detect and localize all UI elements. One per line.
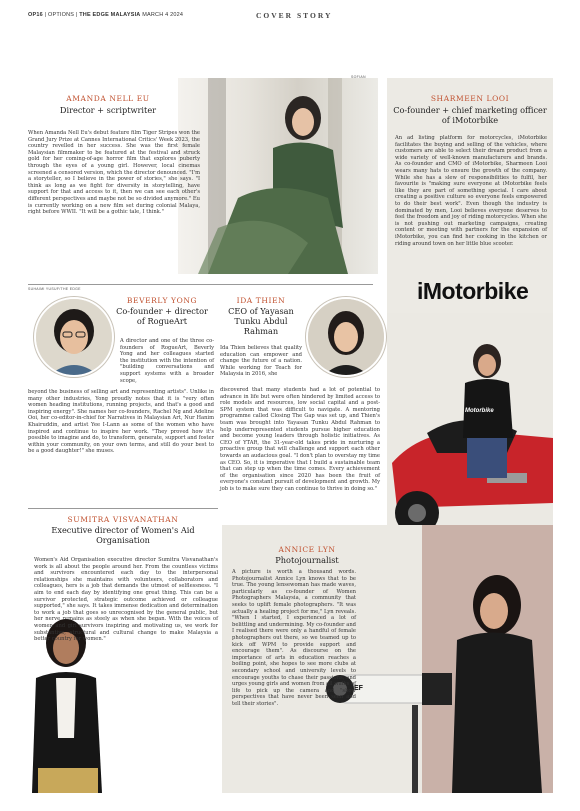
sharmeen-name: SHARMEEN LOOI — [430, 94, 510, 103]
beverly-body-rest: beyond the business of selling art and representing artists". Unlike in many other industries, Yong proudly notes that it is "very often women heading institutions, running projects, and that's a good and inspiring energy". She names her co-founders, Rachel Ng and Adeline Ooi, her co-editor-in-chief for Narratives in Malaysian Art, Nur Hanim Khairuddin, and artist Yee I-Lann as some of the women who have inspired and continue to inspire her work. "They proved how it's possible to imagine and do, to transform, generate, support and foster within your community, on your own terms, and still do your best to be a good daughter!" she muses. — [28, 389, 214, 455]
sharmeen-photo — [387, 313, 553, 528]
lens-text: EF — [354, 685, 363, 692]
sumitra-photo — [28, 618, 106, 793]
amanda-figure-illustration — [178, 78, 378, 274]
ida-role: CEO of Yayasan Tunku Abdul Rahman — [228, 306, 294, 336]
issue-date: MARCH 4 2024 — [142, 12, 184, 18]
divider-1 — [28, 284, 373, 285]
beverly-photo-credit: SUHAIMI YUSUF/THE EDGE — [28, 287, 81, 291]
running-header: OP16 | OPTIONS | THE EDGE MALAYSIA MARCH 4 2024 — [28, 12, 184, 18]
annice-panel — [222, 525, 553, 793]
amanda-photo-credit: SOFIAN — [351, 75, 366, 79]
sharmeen-panel — [387, 78, 553, 528]
imotorbike-logo: iMotorbike — [417, 278, 529, 304]
ida-body-intro: Ida Thien believes that quality education can empower and change the future of a nation. While working for Teach for Malaysia in 2016, she — [220, 345, 302, 378]
annice-name: ANNICE LYN — [278, 545, 336, 554]
annice-body: A picture is worth a thousand words. Photojournalist Annice Lyn knows that to be true. The young lensewoman has made waves, particularly as co-founder of Women Photographers Malaysia, a community that seeks to uplift female photographers. "It was actually a healing project for me," Lyn reveals. "When I started, I experienced a lot of belittling and undermining. My co-founder and I realised there were only a handful of female photographers out there, so we teamed up to kick off WPM to provide support and encourage them". As discourse on the importance of arts in education reaches a boiling point, she hopes to see more clubs at secondary school and university levels to encourage youths to chase their passions, and urges young girls and women from all walks of life to pick up the camera and "show perspectives that have never been seen and tell their stories". — [232, 569, 356, 707]
beverly-name: BEVERLY YONG — [126, 296, 198, 305]
beverly-role: Co-founder + director of RogueArt — [116, 306, 208, 326]
beverly-face-illustration — [36, 299, 112, 375]
section-name: OPTIONS — [47, 12, 75, 18]
beverly-portrait — [34, 297, 114, 377]
sharmeen-body: An ad listing platform for motorcycles, iMotorbike facilitates the buying and selling of the vehicles, where customers are able to select their dream product from a wide variety of well-known manufacturers and brands. As co-founder and CMO of iMotorbike, Sharmeen Looi wears many hats to ensure the growth of the company. While she has a slew of responsibilities to fulfil, her favourite is "making sure everyone at iMotorbike feels like they are part of something special. I care about creating a positive culture so everyone feels empowered to do their best work". Even though the industry is dominated by men, Looi believes everyone deserves to feel the freedom and joy of riding motorcycles. When she is not pushing out marketing campaigns, creating content or meeting with partners for the expansion of iMotorbike, you can find her cooking in the kitchen or riding around town on her little blue scooter. — [395, 135, 547, 247]
sumitra-body: Women's Aid Organisation executive director Sumitra Visvanathan's work is all about the people around her. From the countless victims and survivors encountered each day to the interpersonal relationships she maintains with volunteers, collaborators and colleagues, hers is a job that demands the utmost of selflessness. "I aim to end each day by identifying one great thing. This can be a survivor protected, strategic outcome achieved or colleague supported," she says. It takes immense dedication and determination to work a job that goes so unrecognised by the general public, but her nerve remains as steely as when she began. With the voices of women and girl survivors inspiring and motivating us, we work for substantive, structural and cultural change to make Malaysia a better country for women." — [34, 557, 218, 643]
sumitra-name: SUMITRA VISVANATHAN — [67, 515, 179, 524]
amanda-section — [28, 75, 366, 274]
beverly-body-intro: A director and one of the three co-founders of RogueArt, Beverly Yong and her colleagues started the institution with the intention of "building conversations and support systems with a broader scope, — [120, 338, 214, 384]
amanda-name: AMANDA NELL EU — [66, 94, 150, 103]
divider-2 — [28, 508, 218, 509]
sumitra-role: Executive director of Women's Aid Organisation — [51, 525, 195, 545]
sumitra-section — [28, 513, 218, 791]
amanda-role: Director + scriptwriter — [59, 105, 157, 115]
annice-role: Photojournalist — [275, 555, 339, 565]
sharmeen-role: Co-founder + chief marketing officer of iMotorbike — [393, 105, 547, 125]
amanda-photo — [178, 78, 378, 274]
cover-story-label: COVER STORY — [256, 11, 333, 20]
page-number: OP16 — [28, 12, 43, 18]
amanda-body: When Amanda Nell Eu's debut feature film Tiger Stripes won the Grand Jury Prize at Cannes International Critics' Week 2023, the country revelled in her success. She was the first female Malaysian filmmaker to be featured at the festival and struck gold for her coming-of-age horror film that explores puberty through the eyes of a young girl. However, local cinemas screened a censored version, which the director denounced. "I'm a storyteller, so I believe in the power of stories," she says. "I think as long as we fight for diversity in storytelling, have support for that and access to it, then we can see each other's different perspectives and maybe not be so divided anymore." Eu is currently working on a new film set during colonial Malaya, right before WWII. "It will be a gothic tale, I think." — [28, 130, 200, 216]
ida-name: IDA THIEN — [236, 296, 286, 305]
ida-face-illustration — [308, 299, 384, 375]
ida-body-rest: discovered that many students had a lot of potential to advance in life but were often hindered by limited access to role models and resources, low social capital and a post-SPM system that was difficult to navigate. A mentoring programme called Closing The Gap was set up, and Thien's team was brought into Yayasan Tunku Abdul Rahman to help underrepresented students pursue higher education and become young leaders through holistic initiatives. As CEO of YTAR, the 31-year-old takes pride in nurturing a proactive group that will challenge and support each other towards an audacious goal. "I don't plan to overstay my time as CEO. So, it is imperative that I build a sustainable team that can step up when the time comes. Every achievement of the organisation since 2020 has been the fruit of everyone's constant pursuit of development and growth. My job is to make sure they can continue to thrive in doing so." — [220, 387, 380, 492]
publication-name: THE EDGE MALAYSIA — [79, 12, 141, 18]
ida-portrait — [306, 297, 386, 377]
shirt-text: Motorbike — [465, 408, 494, 414]
